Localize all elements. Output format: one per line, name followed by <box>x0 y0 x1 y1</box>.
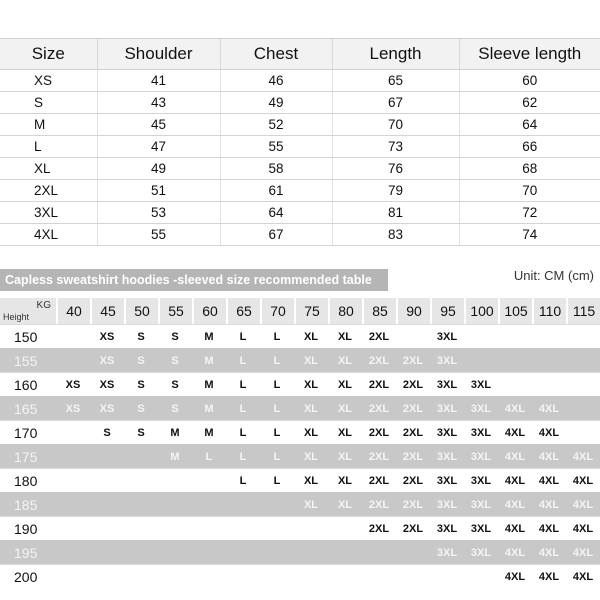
recommendation-row <box>0 564 600 588</box>
recommended-size-cell: XL <box>294 468 328 492</box>
weight-header-cell: 45 <box>90 298 124 324</box>
measurement-cell: 60 <box>459 70 600 92</box>
weight-header-cell: 85 <box>362 298 396 324</box>
weight-header-cell: 40 <box>56 298 90 324</box>
recommended-size-cell <box>328 564 362 588</box>
height-cell: 195 <box>0 540 56 564</box>
weight-header-row <box>0 298 600 324</box>
recommended-size-cell <box>532 348 566 372</box>
size-cell: XL <box>0 158 97 180</box>
weight-header-cell: 90 <box>396 298 430 324</box>
recommendation-row <box>0 516 600 540</box>
measurement-cell: 70 <box>332 114 459 136</box>
recommended-size-cell: 2XL <box>396 492 430 516</box>
measurement-cell: 66 <box>459 136 600 158</box>
recommended-size-cell <box>464 564 498 588</box>
size-cell: 3XL <box>0 202 97 224</box>
recommended-size-cell: 2XL <box>362 396 396 420</box>
recommended-size-cell: 3XL <box>430 348 464 372</box>
recommendation-row <box>0 444 600 468</box>
recommended-size-cell: XS <box>90 396 124 420</box>
table-row <box>0 114 600 136</box>
recommended-size-cell: XL <box>328 444 362 468</box>
recommended-size-cell: 2XL <box>362 444 396 468</box>
recommended-size-cell: XL <box>328 420 362 444</box>
recommended-size-cell <box>226 540 260 564</box>
measurement-cell: 43 <box>97 92 220 114</box>
height-weight-corner-cell <box>0 298 56 324</box>
recommended-size-cell: M <box>158 444 192 468</box>
recommended-size-cell: 3XL <box>464 468 498 492</box>
recommended-size-cell: L <box>260 372 294 396</box>
recommended-size-cell: 4XL <box>498 468 532 492</box>
recommended-size-cell: 4XL <box>532 444 566 468</box>
recommended-size-cell: L <box>260 420 294 444</box>
recommended-size-cell <box>56 540 90 564</box>
recommended-size-cell <box>396 324 430 348</box>
recommended-size-cell: L <box>260 396 294 420</box>
weight-header-cell: 75 <box>294 298 328 324</box>
recommended-size-cell: XL <box>328 372 362 396</box>
measurement-cell: 64 <box>459 114 600 136</box>
recommended-size-cell: 3XL <box>430 540 464 564</box>
recommended-size-cell <box>124 516 158 540</box>
measurement-cell: 58 <box>220 158 332 180</box>
weight-header-cell: 95 <box>430 298 464 324</box>
recommended-size-cell <box>260 564 294 588</box>
height-cell: 190 <box>0 516 56 540</box>
recommended-size-cell: S <box>124 324 158 348</box>
recommended-size-cell <box>260 540 294 564</box>
height-cell: 170 <box>0 420 56 444</box>
recommended-size-cell <box>260 516 294 540</box>
recommended-size-cell: XL <box>328 348 362 372</box>
measurement-cell: 76 <box>332 158 459 180</box>
recommended-size-cell: 3XL <box>464 444 498 468</box>
recommended-size-cell <box>56 420 90 444</box>
recommended-size-cell: S <box>158 348 192 372</box>
recommended-size-cell <box>532 372 566 396</box>
recommended-size-cell: 4XL <box>532 516 566 540</box>
recommended-size-cell: L <box>226 468 260 492</box>
recommended-size-cell <box>158 540 192 564</box>
recommended-size-cell <box>566 348 600 372</box>
recommended-size-cell <box>192 492 226 516</box>
recommended-size-cell <box>396 540 430 564</box>
recommended-size-cell <box>566 396 600 420</box>
recommended-size-cell: L <box>192 444 226 468</box>
table-row <box>0 180 600 202</box>
recommendation-row <box>0 348 600 372</box>
recommended-size-cell <box>56 468 90 492</box>
recommended-size-cell: 2XL <box>362 516 396 540</box>
recommended-size-cell <box>464 324 498 348</box>
recommended-size-cell: 2XL <box>362 420 396 444</box>
recommended-size-cell: XL <box>294 396 328 420</box>
recommended-size-cell: 3XL <box>430 492 464 516</box>
recommended-size-cell: M <box>192 324 226 348</box>
recommended-size-cell <box>124 492 158 516</box>
recommended-size-cell: S <box>124 372 158 396</box>
recommended-size-cell: 3XL <box>464 492 498 516</box>
measurement-cell: 55 <box>220 136 332 158</box>
recommended-size-cell: 4XL <box>532 540 566 564</box>
recommended-size-cell <box>498 324 532 348</box>
recommended-size-cell <box>56 492 90 516</box>
table-row <box>0 202 600 224</box>
measurement-cell: 83 <box>332 224 459 246</box>
measurement-cell: 64 <box>220 202 332 224</box>
recommended-size-cell: 4XL <box>566 540 600 564</box>
weight-header-cell: 100 <box>464 298 498 324</box>
recommended-size-cell <box>124 540 158 564</box>
recommendation-row <box>0 492 600 516</box>
recommended-size-cell <box>294 540 328 564</box>
weight-header-cell: 115 <box>566 298 600 324</box>
recommended-size-cell: 2XL <box>396 372 430 396</box>
recommended-size-cell: 2XL <box>362 348 396 372</box>
recommended-size-cell <box>294 516 328 540</box>
recommended-size-cell <box>192 564 226 588</box>
recommended-size-cell: 4XL <box>566 492 600 516</box>
measurement-cell: 74 <box>459 224 600 246</box>
recommended-size-cell <box>362 564 396 588</box>
recommendation-row <box>0 540 600 564</box>
recommended-size-cell <box>90 540 124 564</box>
recommended-size-cell: 2XL <box>396 420 430 444</box>
recommended-size-cell: XL <box>328 492 362 516</box>
measurement-cell: 49 <box>220 92 332 114</box>
recommended-size-cell: 4XL <box>498 516 532 540</box>
table-row <box>0 224 600 246</box>
weight-header-cell: 50 <box>124 298 158 324</box>
recommended-size-cell: 2XL <box>362 372 396 396</box>
recommended-size-cell: L <box>260 348 294 372</box>
measurement-cell: 65 <box>332 70 459 92</box>
unit-label: Unit: CM (cm) <box>513 268 594 283</box>
chest-column-header: Chest <box>220 39 332 70</box>
weight-header-cell: 110 <box>532 298 566 324</box>
recommendation-table-title: Capless sweatshirt hoodies -sleeved size recommended table <box>0 269 388 291</box>
weight-header-cell: 55 <box>158 298 192 324</box>
recommended-size-cell: 4XL <box>498 540 532 564</box>
recommended-size-cell: 2XL <box>396 468 430 492</box>
recommended-size-cell: 4XL <box>532 492 566 516</box>
recommended-size-cell <box>362 540 396 564</box>
recommended-size-cell: M <box>192 420 226 444</box>
measurement-cell: 70 <box>459 180 600 202</box>
weight-header-cell: 80 <box>328 298 362 324</box>
table-row <box>0 92 600 114</box>
recommended-size-cell <box>532 324 566 348</box>
shoulder-column-header: Shoulder <box>97 39 220 70</box>
recommended-size-cell: 3XL <box>430 420 464 444</box>
recommended-size-cell: 2XL <box>396 516 430 540</box>
recommended-size-cell <box>158 468 192 492</box>
recommended-size-cell: XS <box>90 348 124 372</box>
measurement-cell: 61 <box>220 180 332 202</box>
recommended-size-cell: L <box>226 324 260 348</box>
recommended-size-cell <box>192 540 226 564</box>
recommendation-row <box>0 396 600 420</box>
recommended-size-cell: 2XL <box>362 492 396 516</box>
recommended-size-cell: 4XL <box>566 564 600 588</box>
kg-label: KG <box>36 300 51 311</box>
recommended-size-cell: 2XL <box>396 396 430 420</box>
measurement-cell: 52 <box>220 114 332 136</box>
size-measurement-table <box>0 38 600 246</box>
recommended-size-cell: L <box>226 444 260 468</box>
recommended-size-cell: XS <box>56 372 90 396</box>
recommended-size-cell: 3XL <box>430 324 464 348</box>
size-cell: 2XL <box>0 180 97 202</box>
sleeve-length-column-header: Sleeve length <box>459 39 600 70</box>
weight-header-cell: 70 <box>260 298 294 324</box>
recommended-size-cell: 4XL <box>566 516 600 540</box>
recommended-size-cell <box>226 492 260 516</box>
recommended-size-cell <box>464 348 498 372</box>
height-cell: 180 <box>0 468 56 492</box>
recommended-size-cell <box>226 564 260 588</box>
recommended-size-cell: XL <box>328 324 362 348</box>
recommended-size-cell: L <box>260 468 294 492</box>
size-cell: L <box>0 136 97 158</box>
recommended-size-cell: 4XL <box>498 420 532 444</box>
recommended-size-cell: L <box>226 348 260 372</box>
recommended-size-cell <box>124 444 158 468</box>
height-cell: 155 <box>0 348 56 372</box>
recommended-size-cell: S <box>158 396 192 420</box>
recommended-size-cell <box>158 516 192 540</box>
recommended-size-cell: XL <box>328 396 362 420</box>
measurement-cell: 51 <box>97 180 220 202</box>
recommended-size-cell: S <box>124 420 158 444</box>
recommended-size-cell: XS <box>56 396 90 420</box>
recommended-size-cell <box>56 348 90 372</box>
recommended-size-cell: S <box>158 324 192 348</box>
height-cell: 165 <box>0 396 56 420</box>
measurement-cell: 72 <box>459 202 600 224</box>
recommended-size-cell: XL <box>294 348 328 372</box>
recommended-size-cell: M <box>192 372 226 396</box>
recommended-size-cell <box>90 492 124 516</box>
recommended-size-cell: S <box>124 396 158 420</box>
recommended-size-cell <box>566 420 600 444</box>
recommended-size-cell: L <box>226 372 260 396</box>
recommended-size-cell: 4XL <box>566 444 600 468</box>
recommended-size-cell: 2XL <box>362 468 396 492</box>
recommended-size-cell <box>498 372 532 396</box>
weight-header-cell: 105 <box>498 298 532 324</box>
measurement-cell: 46 <box>220 70 332 92</box>
recommended-size-cell: XL <box>294 324 328 348</box>
recommended-size-cell: 2XL <box>362 324 396 348</box>
recommended-size-cell: 4XL <box>498 564 532 588</box>
recommended-size-cell <box>90 564 124 588</box>
recommended-size-cell: 2XL <box>396 348 430 372</box>
recommended-size-cell: 4XL <box>532 468 566 492</box>
recommended-size-cell: 3XL <box>464 396 498 420</box>
recommendation-row <box>0 468 600 492</box>
recommended-size-cell <box>124 468 158 492</box>
measurement-cell: 53 <box>97 202 220 224</box>
recommended-size-cell <box>158 564 192 588</box>
recommended-size-cell: M <box>192 348 226 372</box>
recommended-size-cell <box>158 492 192 516</box>
recommended-size-cell <box>90 468 124 492</box>
measurement-cell: 68 <box>459 158 600 180</box>
measurement-cell: 49 <box>97 158 220 180</box>
recommended-size-cell <box>566 372 600 396</box>
recommended-size-cell: S <box>124 348 158 372</box>
recommended-size-cell: 4XL <box>498 396 532 420</box>
height-label: Height <box>3 312 30 322</box>
size-recommendation-table <box>0 298 600 588</box>
recommended-size-cell: 3XL <box>430 396 464 420</box>
recommended-size-cell <box>498 348 532 372</box>
recommended-size-cell <box>90 444 124 468</box>
size-cell: S <box>0 92 97 114</box>
recommended-size-cell: 3XL <box>430 372 464 396</box>
length-column-header: Length <box>332 39 459 70</box>
recommended-size-cell: 4XL <box>498 492 532 516</box>
size-cell: M <box>0 114 97 136</box>
recommendation-row <box>0 420 600 444</box>
recommended-size-cell <box>260 492 294 516</box>
recommended-size-cell: 3XL <box>464 372 498 396</box>
recommended-size-cell <box>396 564 430 588</box>
table-row <box>0 70 600 92</box>
recommended-size-cell <box>226 516 260 540</box>
recommended-size-cell: XL <box>294 372 328 396</box>
recommended-size-cell: S <box>158 372 192 396</box>
recommended-size-cell: XL <box>328 468 362 492</box>
recommended-size-cell <box>56 444 90 468</box>
size-column-header: Size <box>0 39 97 70</box>
weight-header-cell: 60 <box>192 298 226 324</box>
measurement-cell: 62 <box>459 92 600 114</box>
measurement-cell: 67 <box>332 92 459 114</box>
recommended-size-cell: XL <box>294 492 328 516</box>
height-cell: 160 <box>0 372 56 396</box>
recommended-size-cell: 2XL <box>396 444 430 468</box>
measurement-cell: 67 <box>220 224 332 246</box>
size-table-header-row <box>0 39 600 70</box>
measurement-cell: 55 <box>97 224 220 246</box>
recommended-size-cell: M <box>158 420 192 444</box>
height-cell: 200 <box>0 564 56 588</box>
recommended-size-cell: 3XL <box>430 468 464 492</box>
size-cell: XS <box>0 70 97 92</box>
recommended-size-cell: 4XL <box>566 468 600 492</box>
measurement-cell: 81 <box>332 202 459 224</box>
table-row <box>0 136 600 158</box>
height-cell: 185 <box>0 492 56 516</box>
measurement-cell: 47 <box>97 136 220 158</box>
recommended-size-cell <box>192 516 226 540</box>
table-row <box>0 158 600 180</box>
recommended-size-cell <box>56 564 90 588</box>
recommended-size-cell <box>294 564 328 588</box>
recommended-size-cell: XL <box>294 444 328 468</box>
recommendation-row <box>0 324 600 348</box>
recommended-size-cell <box>90 516 124 540</box>
measurement-cell: 73 <box>332 136 459 158</box>
recommended-size-cell: S <box>90 420 124 444</box>
measurement-cell: 45 <box>97 114 220 136</box>
recommended-size-cell: 3XL <box>464 540 498 564</box>
recommended-size-cell <box>328 540 362 564</box>
recommended-size-cell: L <box>260 444 294 468</box>
recommended-size-cell: 4XL <box>532 396 566 420</box>
measurement-cell: 41 <box>97 70 220 92</box>
recommended-size-cell: XS <box>90 324 124 348</box>
recommendation-row <box>0 372 600 396</box>
recommended-size-cell: L <box>226 396 260 420</box>
weight-header-cell: 65 <box>226 298 260 324</box>
recommended-size-cell: L <box>226 420 260 444</box>
recommended-size-cell: XS <box>90 372 124 396</box>
recommended-size-cell: 3XL <box>430 444 464 468</box>
recommended-size-cell: 3XL <box>430 516 464 540</box>
size-cell: 4XL <box>0 224 97 246</box>
recommended-size-cell: XL <box>294 420 328 444</box>
recommended-size-cell <box>56 324 90 348</box>
recommended-size-cell <box>430 564 464 588</box>
recommended-size-cell: 3XL <box>464 516 498 540</box>
recommended-size-cell <box>566 324 600 348</box>
recommended-size-cell: 4XL <box>532 564 566 588</box>
recommended-size-cell <box>192 468 226 492</box>
recommended-size-cell: 4XL <box>532 420 566 444</box>
measurement-cell: 79 <box>332 180 459 202</box>
recommended-size-cell <box>328 516 362 540</box>
recommended-size-cell: 4XL <box>498 444 532 468</box>
height-cell: 175 <box>0 444 56 468</box>
recommended-size-cell <box>124 564 158 588</box>
recommended-size-cell: 3XL <box>464 420 498 444</box>
recommended-size-cell <box>56 516 90 540</box>
recommended-size-cell: L <box>260 324 294 348</box>
recommended-size-cell: M <box>192 396 226 420</box>
height-cell: 150 <box>0 324 56 348</box>
